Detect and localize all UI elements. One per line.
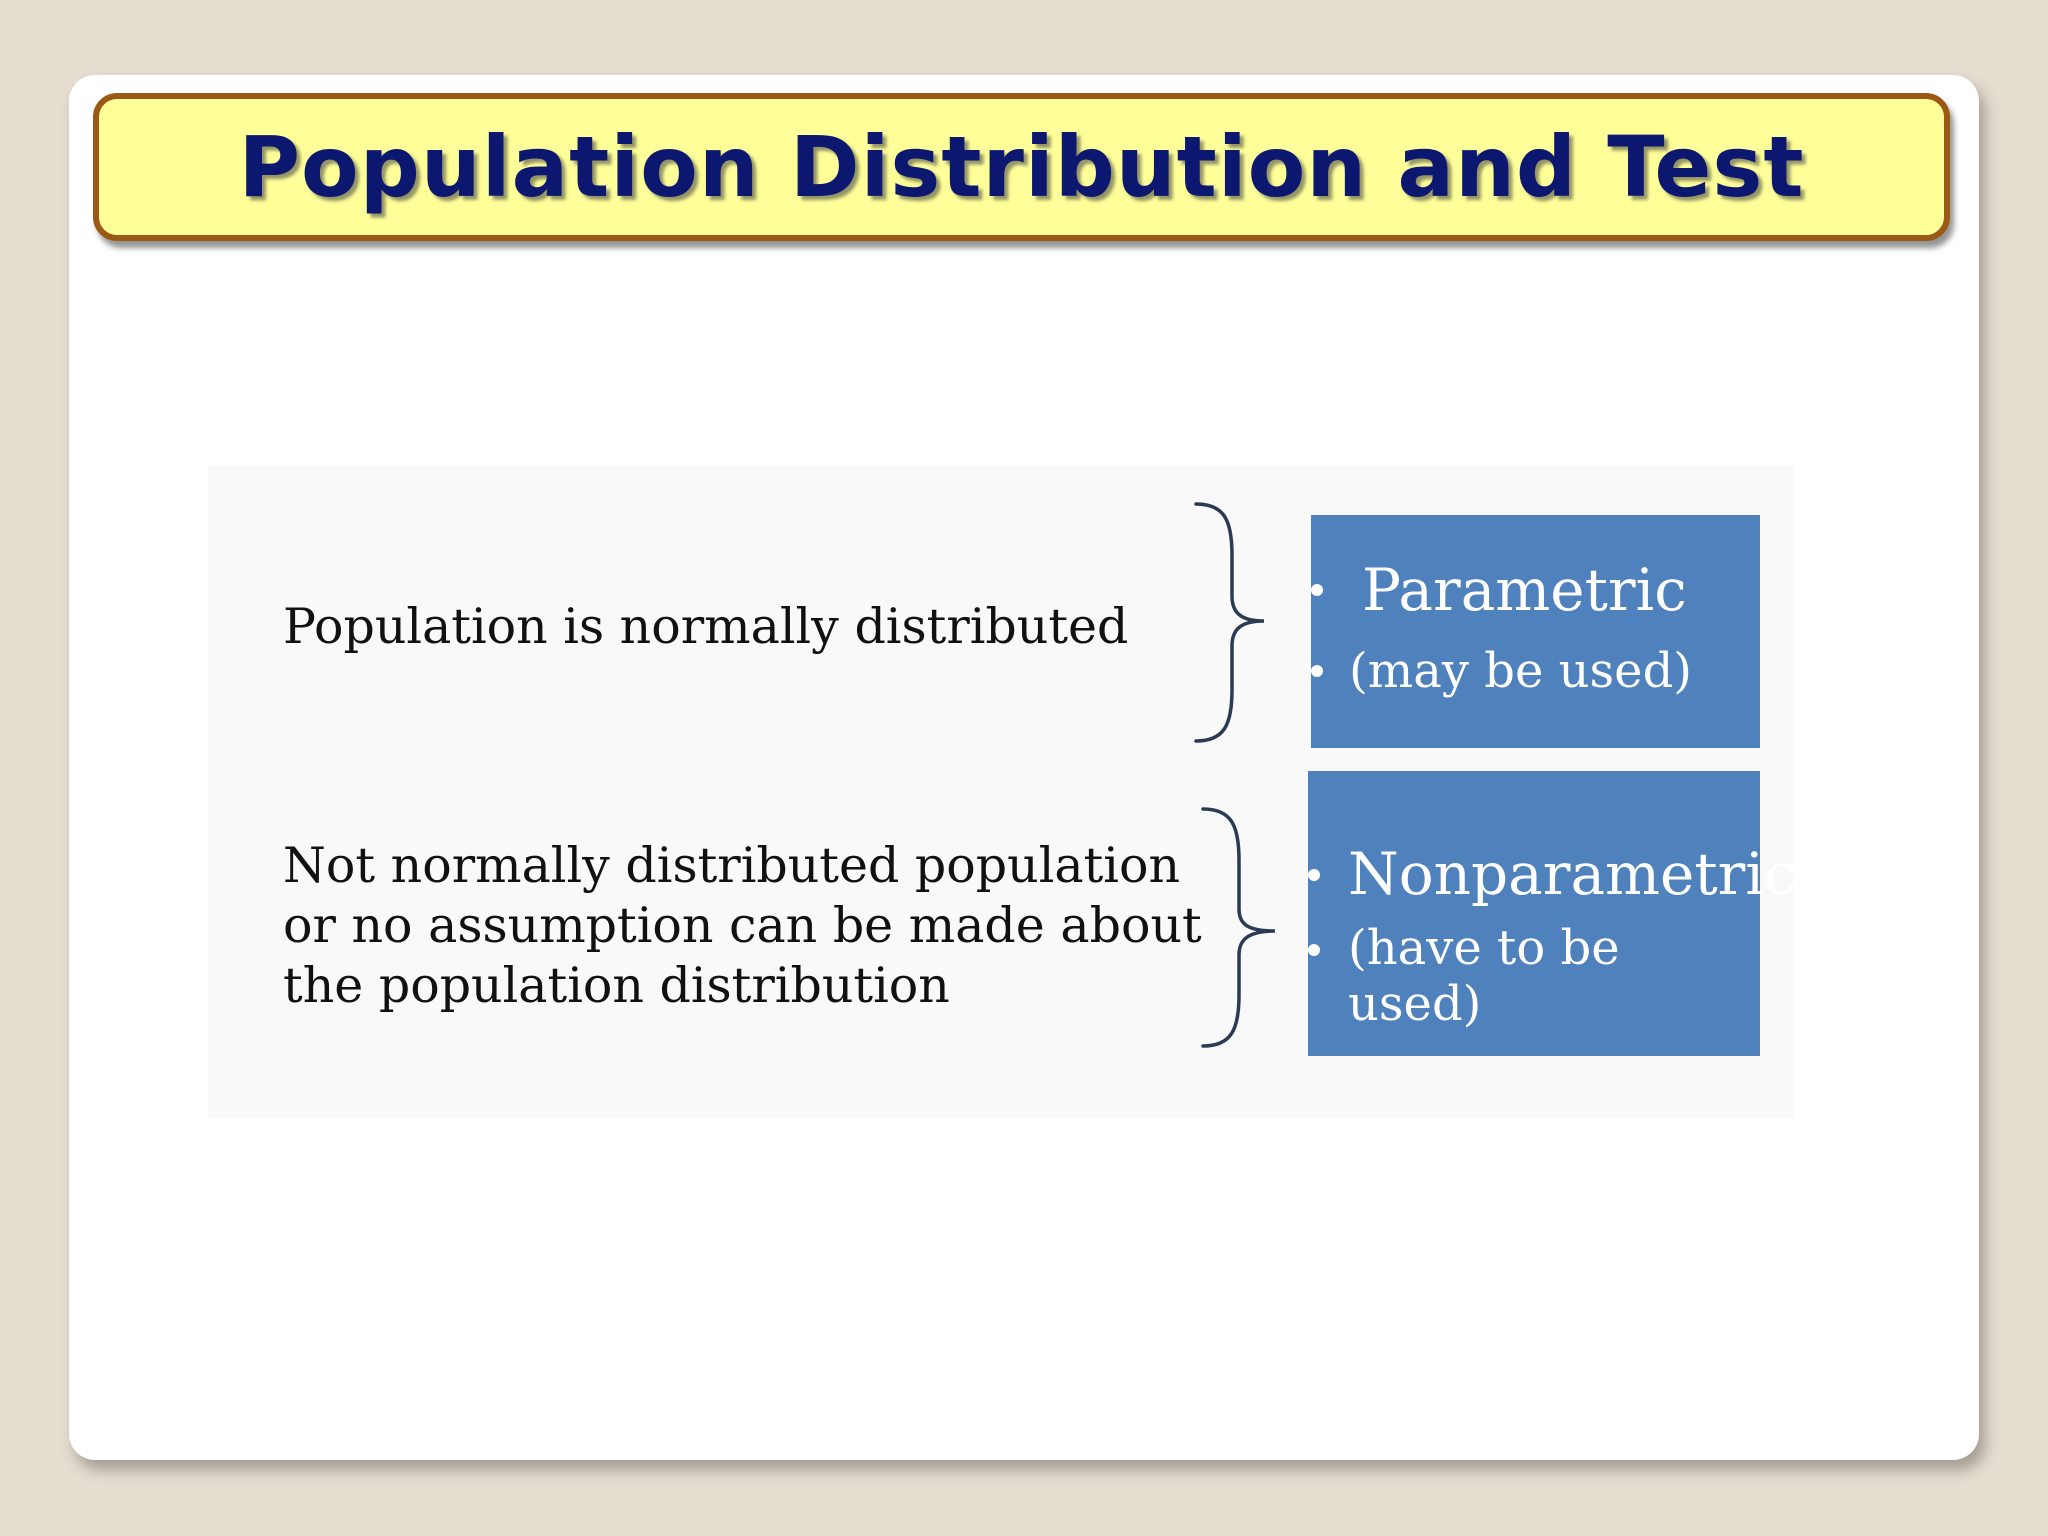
outcome-heading: Parametric	[1362, 556, 1687, 624]
condition-line: Population is normally distributed	[283, 598, 1129, 655]
bullet-icon	[1311, 665, 1323, 677]
outcome-note: (have to be used)	[1348, 920, 1620, 1032]
brace-icon	[1190, 500, 1270, 745]
condition-line: Not normally distributed population	[283, 837, 1181, 894]
title-banner	[93, 93, 1950, 241]
nonparametric-box	[1308, 771, 1797, 1056]
bullet-icon	[1311, 584, 1323, 596]
brace-icon	[1197, 805, 1282, 1050]
condition-line: the population distribution	[283, 957, 950, 1014]
outcome-note: (may be used)	[1349, 643, 1693, 699]
condition-normal-text	[283, 597, 1128, 657]
bullet-icon	[1308, 869, 1320, 881]
condition-line: or no assumption can be made about	[283, 897, 1202, 954]
slide-title: Population Distribution and Test	[238, 118, 1805, 216]
outcome-heading: Nonparametric	[1348, 840, 1797, 908]
parametric-box	[1311, 515, 1760, 748]
condition-not-normal-text	[283, 836, 1202, 1016]
bullet-icon	[1308, 944, 1320, 956]
